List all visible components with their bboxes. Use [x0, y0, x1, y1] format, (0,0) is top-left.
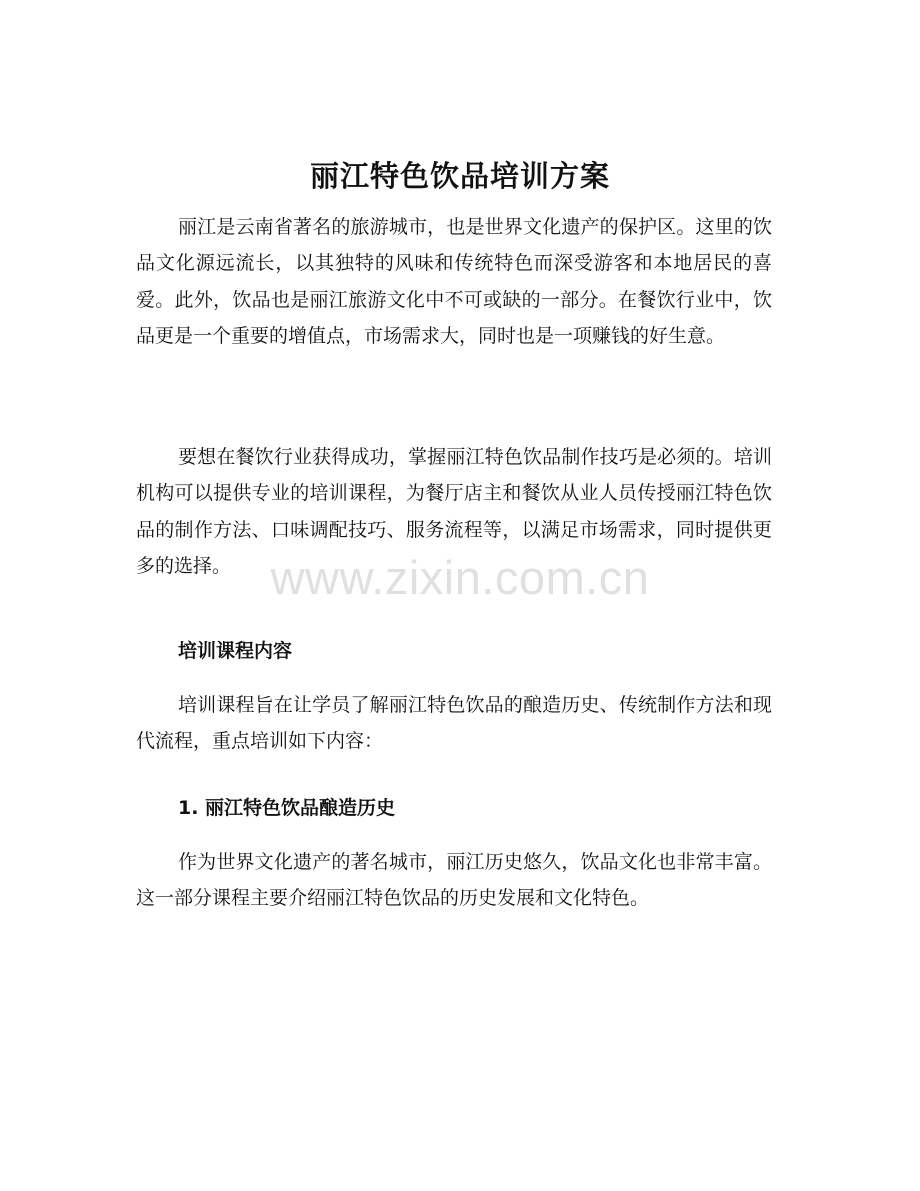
section-heading-course-content: 培训课程内容 [178, 640, 293, 662]
paragraph-course-intro: 培训课程旨在让学员了解丽江特色饮品的酿造历史、传统制作方法和现代流程，重点培训如下内容： [136, 694, 772, 753]
paragraph-second: 要想在餐饮行业获得成功，掌握丽江特色饮品制作技巧是必须的。培训机构可以提供专业的培训课程，为餐厅店主和餐饮从业人员传授丽江特色饮品的制作方法、口味调配技巧、服务流程等，以满足市场需求，同时提供更多的选择。 [136, 446, 772, 577]
paragraph-history: 作为世界文化遗产的著名城市，丽江历史悠久，饮品文化也非常丰富。这一部分课程主要介绍丽江特色饮品的历史发展和文化特色。 [136, 851, 772, 910]
document-title: 丽江特色饮品培训方案 [309, 159, 610, 193]
watermark: www.zixin.com.cn [270, 551, 650, 604]
paragraph-intro: 丽江是云南省著名的旅游城市，也是世界文化遗产的保护区。这里的饮品文化源远流长，以其独特的风味和传统特色而深受游客和本地居民的喜爱。此外，饮品也是丽江旅游文化中不可或缺的一部分。在餐饮行业中，饮品更是一个重要的增值点，市场需求大，同时也是一项赚钱的好生意。 [136, 216, 772, 347]
section-heading-item1: 1. 丽江特色饮品酿造历史 [178, 797, 396, 819]
